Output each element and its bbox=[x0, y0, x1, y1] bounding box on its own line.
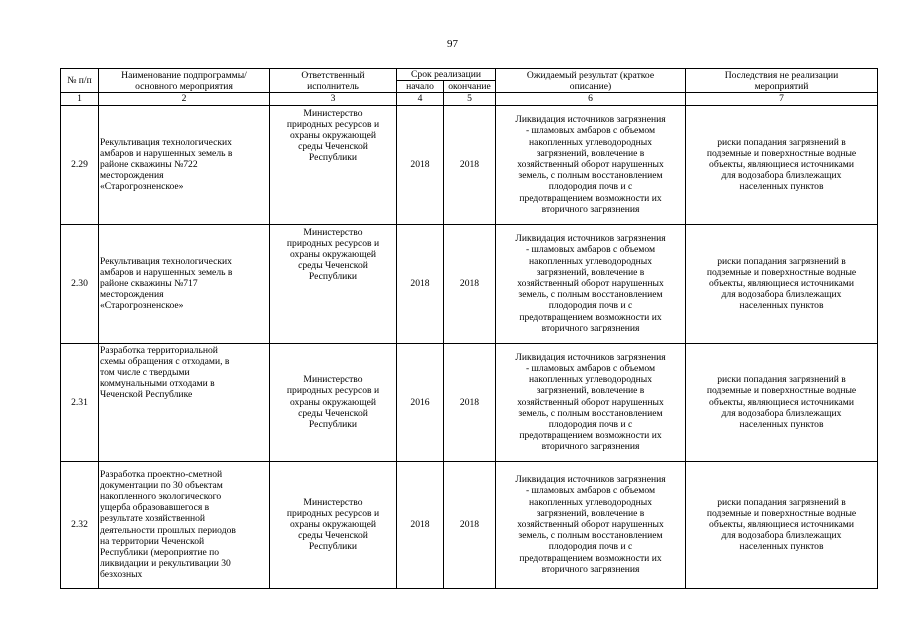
row-num: 2.32 bbox=[61, 461, 99, 588]
row-consequences: риски попадания загрязнений в подземные и поверхностные водные объекты, являющиеся источниками для водозабора близлежащих населенных пунктов bbox=[686, 343, 878, 461]
row-consequences: риски попадания загрязнений в подземные и поверхностные водные объекты, являющиеся источниками для водозабора близлежащих населенных пунктов bbox=[686, 461, 878, 588]
row-num: 2.29 bbox=[61, 105, 99, 224]
measures-table bbox=[60, 68, 878, 589]
column-number-row bbox=[61, 93, 878, 105]
header-consequences: Последствия не реализации мероприятий bbox=[686, 69, 878, 93]
row-name: Рекультивация технологических амбаров и нарушенных земель в районе скважины №722 месторождения «Старогрозненское» bbox=[99, 105, 270, 224]
table-row bbox=[61, 343, 878, 461]
row-end: 2018 bbox=[444, 224, 496, 343]
row-consequences: риски попадания загрязнений в подземные и поверхностные водные объекты, являющиеся источниками для водозабора близлежащих населенных пунктов bbox=[686, 105, 878, 224]
row-result: Ликвидация источников загрязнения - шламовых амбаров с объемом накопленных углеводородных загрязнений, вовлечение в хозяйственный оборот нарушенных земель, с полным восстановлением плодородия почв и с предотвращением возможности их вторичного загрязнения bbox=[496, 105, 686, 224]
row-end: 2018 bbox=[444, 343, 496, 461]
header-num: № п/п bbox=[61, 69, 99, 93]
row-start: 2018 bbox=[397, 461, 444, 588]
row-responsible: Министерство природных ресурсов и охраны окружающей среды Чеченской Республики bbox=[270, 224, 397, 343]
row-name: Разработка территориальной схемы обращения с отходами, в том числе с твердыми коммунальными отходами в Чеченской Республике bbox=[99, 343, 270, 461]
row-start: 2018 bbox=[397, 224, 444, 343]
column-number: 1 bbox=[61, 93, 99, 105]
row-responsible: Министерство природных ресурсов и охраны окружающей среды Чеченской Республики bbox=[270, 343, 397, 461]
table-row bbox=[61, 461, 878, 588]
row-end: 2018 bbox=[444, 461, 496, 588]
row-num: 2.31 bbox=[61, 343, 99, 461]
header-period: Срок реализации bbox=[397, 69, 496, 81]
row-result: Ликвидация источников загрязнения - шламовых амбаров с объемом накопленных углеводородных загрязнений, вовлечение в хозяйственный оборот нарушенных земель, с полным восстановлением плодородия почв и с предотвращением возможности их вторичного загрязнения bbox=[496, 343, 686, 461]
header-responsible: Ответственный исполнитель bbox=[270, 69, 397, 93]
column-number: 4 bbox=[397, 93, 444, 105]
table-row bbox=[61, 105, 878, 224]
header-start: начало bbox=[397, 81, 444, 93]
row-result: Ликвидация источников загрязнения - шламовых амбаров с объемом накопленных углеводородных загрязнений, вовлечение в хозяйственный оборот нарушенных земель, с полным восстановлением плодородия почв и с предотвращением возможности их вторичного загрязнения bbox=[496, 224, 686, 343]
row-name: Разработка проектно-сметной документации по 30 объектам накопленного экологического ущерба образовавшегося в результате хозяйственной деятельности прошлых периодов на территории Чеченской Республики (мероприятие по ликвидации и рекультивации 30 безхозных bbox=[99, 461, 270, 588]
row-start: 2018 bbox=[397, 105, 444, 224]
column-number: 7 bbox=[686, 93, 878, 105]
column-number: 2 bbox=[99, 93, 270, 105]
table-row bbox=[61, 224, 878, 343]
row-end: 2018 bbox=[444, 105, 496, 224]
column-number: 3 bbox=[270, 93, 397, 105]
header-end: окончание bbox=[444, 81, 496, 93]
row-responsible: Министерство природных ресурсов и охраны окружающей среды Чеченской Республики bbox=[270, 461, 397, 588]
row-responsible: Министерство природных ресурсов и охраны окружающей среды Чеченской Республики bbox=[270, 105, 397, 224]
row-result: Ликвидация источников загрязнения - шламовых амбаров с объемом накопленных углеводородных загрязнений, вовлечение в хозяйственный оборот нарушенных земель, с полным восстановлением плодородия почв и с предотвращением возможности их вторичного загрязнения bbox=[496, 461, 686, 588]
row-num: 2.30 bbox=[61, 224, 99, 343]
header-result: Ожидаемый результат (краткое описание) bbox=[496, 69, 686, 93]
column-number: 5 bbox=[444, 93, 496, 105]
header-row bbox=[61, 69, 878, 81]
row-start: 2016 bbox=[397, 343, 444, 461]
header-name: Наименование подпрограммы/ основного мероприятия bbox=[99, 69, 270, 93]
page-number: 97 bbox=[447, 38, 458, 50]
column-number: 6 bbox=[496, 93, 686, 105]
row-consequences: риски попадания загрязнений в подземные и поверхностные водные объекты, являющиеся источниками для водозабора близлежащих населенных пунктов bbox=[686, 224, 878, 343]
row-name: Рекультивация технологических амбаров и нарушенных земель в районе скважины №717 месторождения «Старогрозненское» bbox=[99, 224, 270, 343]
